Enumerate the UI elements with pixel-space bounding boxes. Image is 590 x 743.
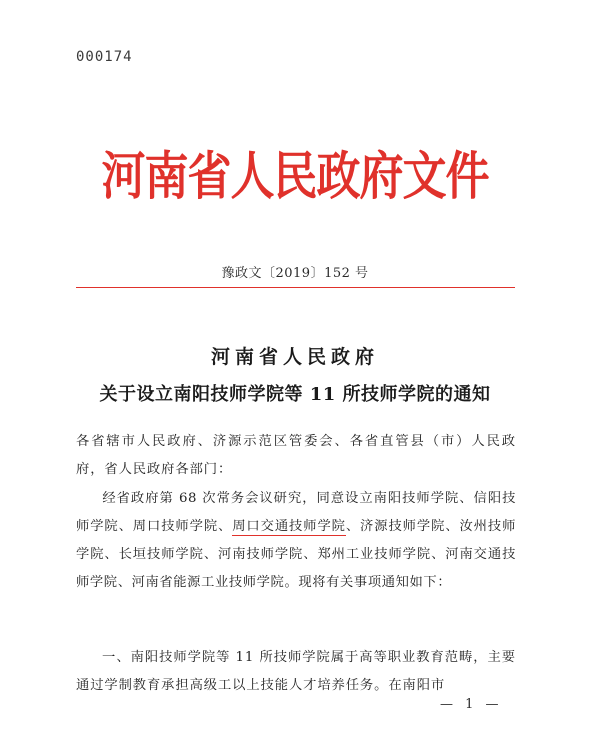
paragraph-2-text: 一、南阳技师学院等 11 所技师学院属于高等职业教育范畴，主要通过学制教育承担高级工以上技能人才培养任务。在南阳市 bbox=[76, 650, 516, 693]
issuer-header: 河南省人民政府文件 bbox=[101, 146, 489, 207]
notice-title: 关于设立南阳技师学院等 11 所技师学院的通知 bbox=[99, 384, 491, 405]
paragraph-2 bbox=[76, 644, 516, 700]
paragraph-1-text-a: 经省政府第 68 次常务会议研究，同意设立南阳技师学院、信阳技师学院、周口技师学院、 bbox=[76, 491, 516, 534]
serial-number: 000174 bbox=[76, 49, 133, 65]
issuer-title: 河南省人民政府 bbox=[210, 346, 379, 368]
paragraph-1 bbox=[76, 485, 516, 597]
page-number: — 1 — bbox=[440, 697, 503, 712]
paragraph-1-text-b: 、济源技师学院、汝州技师学院、长垣技师学院、河南技师学院、郑州工业技师学院、河南交通技师学院、河南省能源工业技师学院。现将有关事项通知如下： bbox=[76, 519, 516, 590]
red-separator-line bbox=[76, 287, 515, 288]
highlighted-school-name: 周口交通技师学院 bbox=[232, 519, 346, 534]
salutation: 各省辖市人民政府、济源示范区管委会、各省直管县（市）人民政府，省人民政府各部门： bbox=[76, 434, 516, 477]
document-number: 豫政文〔2019〕152 号 bbox=[221, 266, 369, 281]
